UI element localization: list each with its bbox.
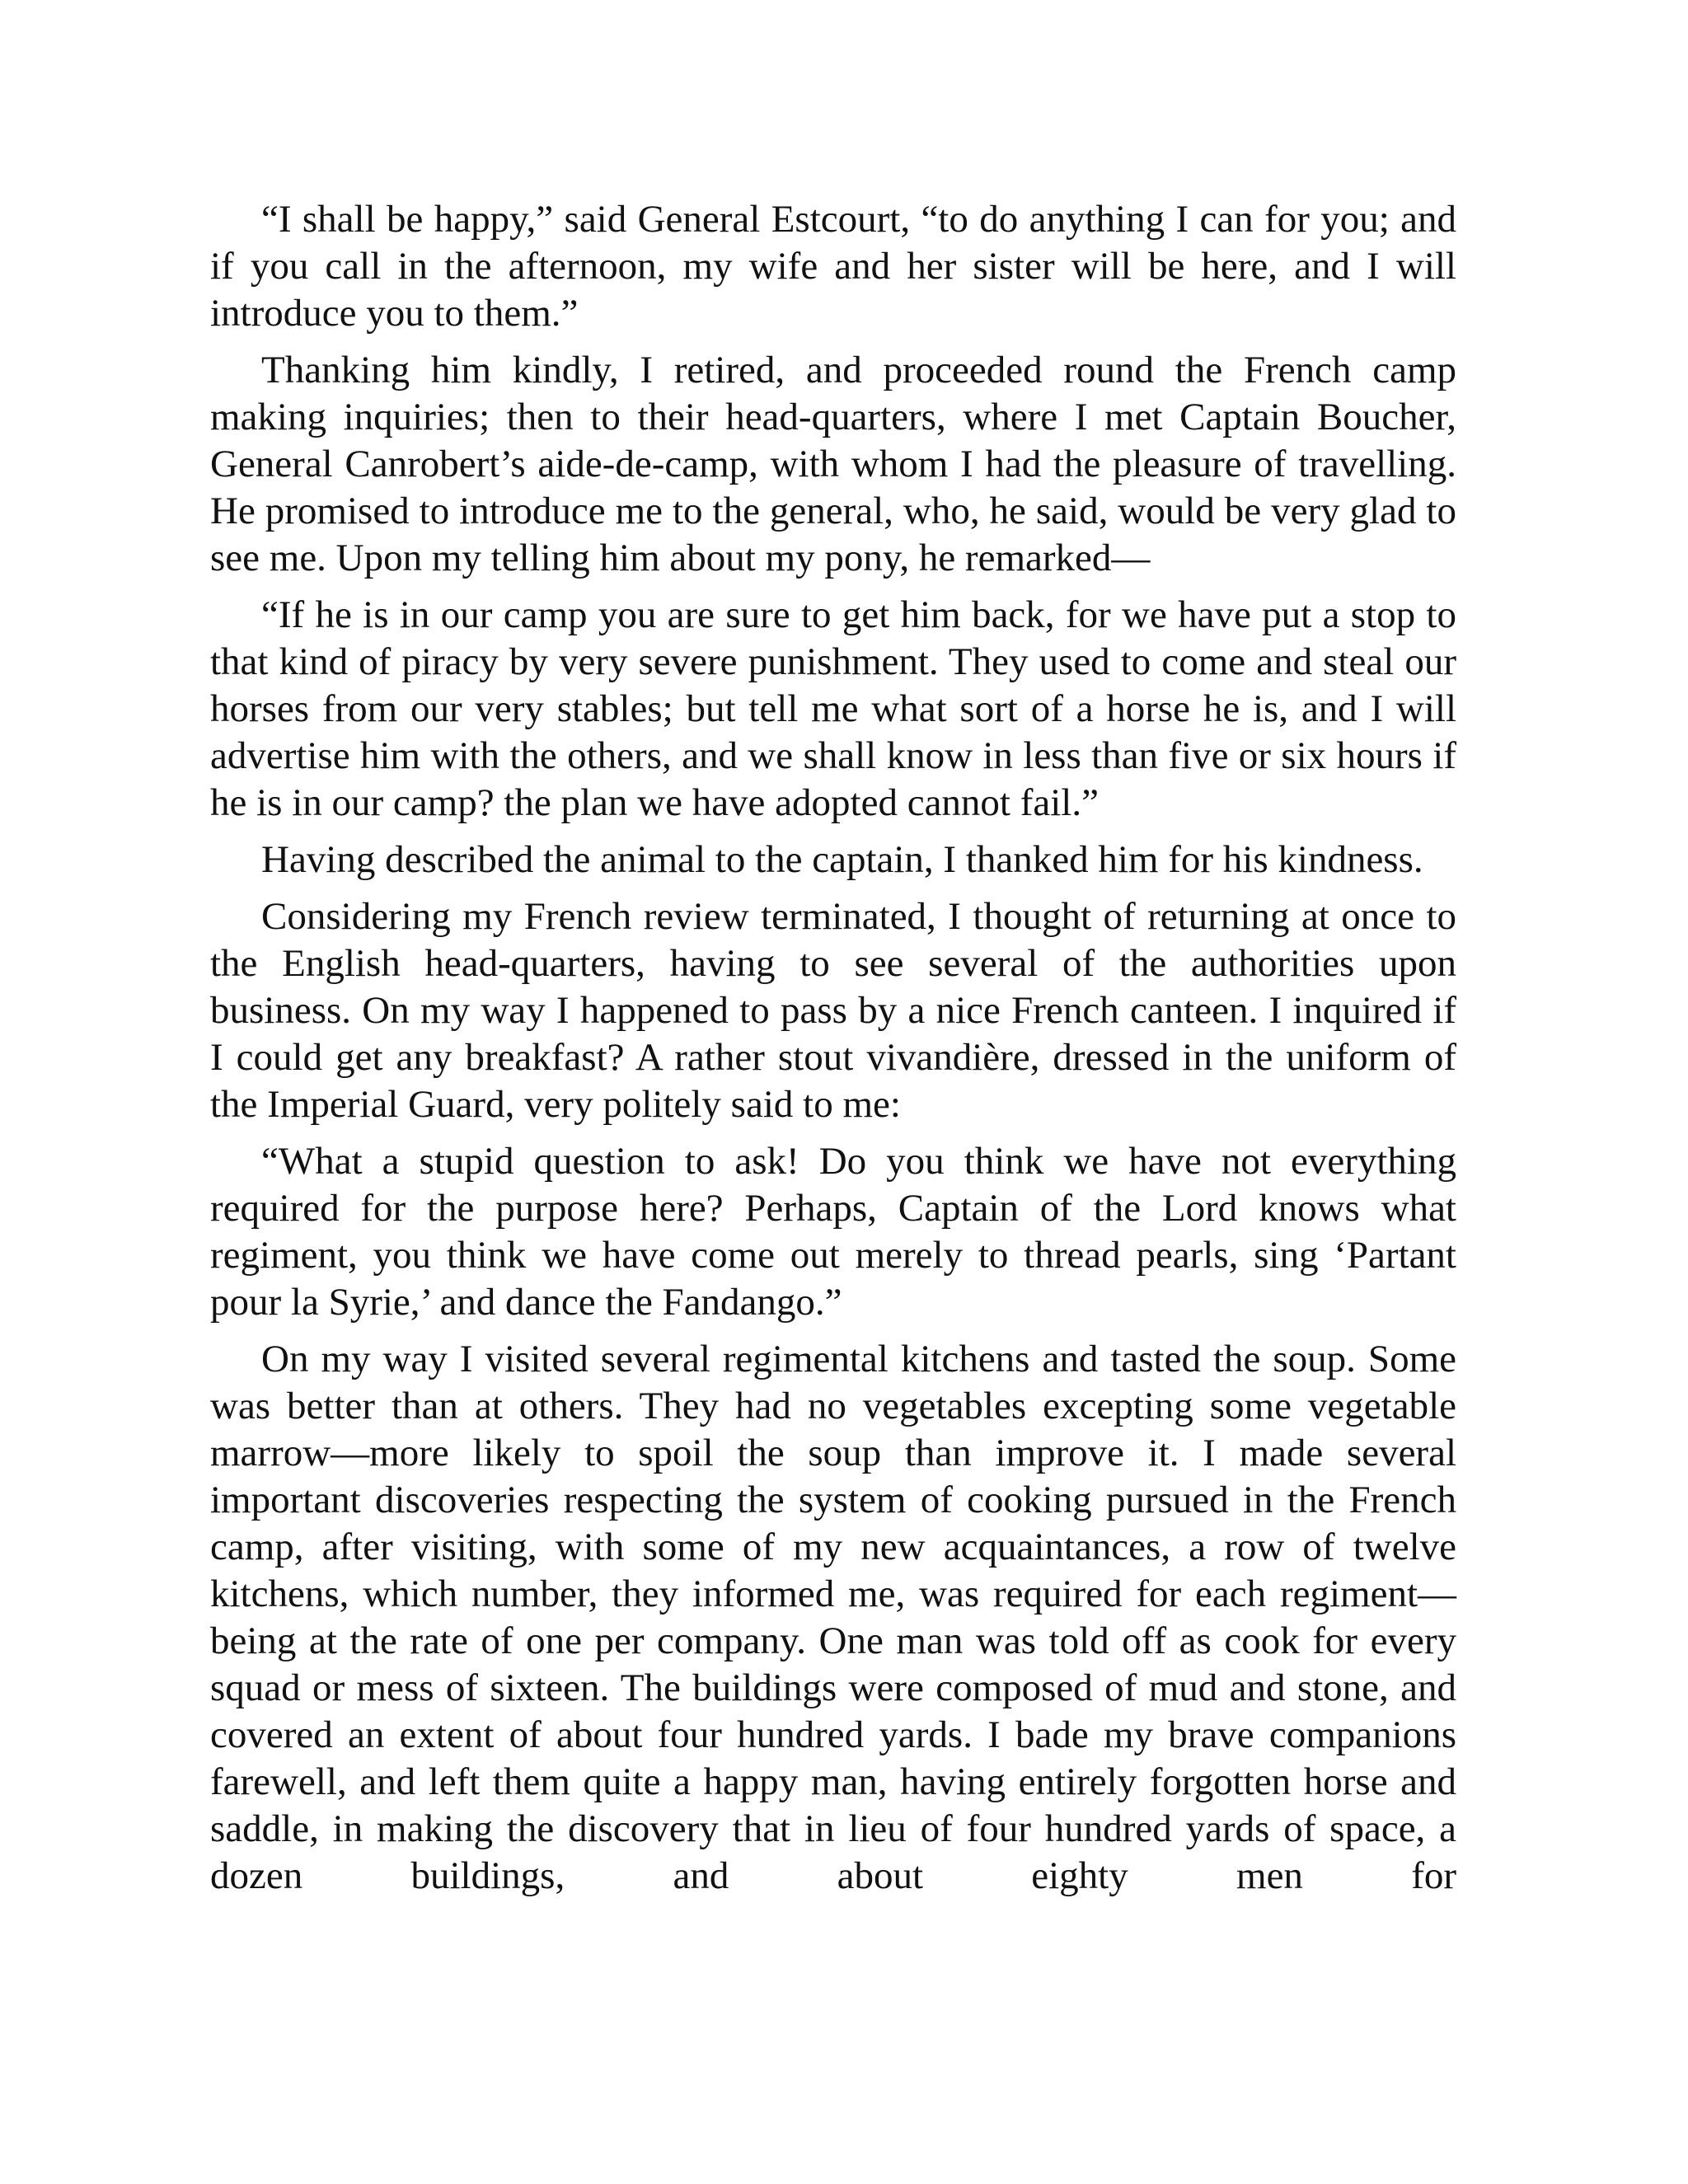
page-body — [210, 196, 1456, 1910]
paragraph-regimental-kitchens: On my way I visited several regimental kitchens and tasted the soup. Some was better than at others. They had no vegetables excepting some vegetable marrow—more likely to spoil the soup than improve it. I made several important discoveries respecting the system of cooking pursued in the French camp, after visiting, with some of my new acquaintances, a row of twelve kitchens, which number, they informed me, was required for each regiment—being at the rate of one per company. One man was told off as cook for every squad or mess of sixteen. The buildings were composed of mud and stone, and covered an extent of about four hundred yards. I bade my brave companions farewell, and left them quite a happy man, having entirely forgotten horse and saddle, in making the discovery that in lieu of four hundred yards of space, a dozen buildings, and about eighty men for — [210, 1338, 1456, 1897]
paragraph-french-camp: Thanking him kindly, I retired, and proceeded round the French camp making inquiries; then to their head-quarters, where I met Captain Boucher, General Canrobert’s aide-de-camp, with whom I had the pleasure of travelling. He promised to introduce me to the general, who, he said, would be very glad to see me. Upon my telling him about my pony, he remarked— — [210, 349, 1456, 579]
paragraph-captain-reply: “If he is in our camp you are sure to get him back, for we have put a stop to that kind of piracy by very severe punishment. They used to come and steal our horses from our very stables; but tell me what sort of a horse he is, and I will advertise him with the others, and we shall know in less than five or six hours if he is in our camp? the plan we have adopted cannot fail.” — [210, 593, 1456, 824]
paragraph-described-animal: Having described the animal to the captain, I thanked him for his kindness. — [261, 838, 1423, 881]
paragraph-estcourt-reply: “I shall be happy,” said General Estcourt, “to do anything I can for you; and if you call in the afternoon, my wife and her sister will be here, and I will introduce you to them.” — [210, 198, 1456, 335]
paragraph-vivandiere-reply: “What a stupid question to ask! Do you think we have not everything required for the purpose here? Perhaps, Captain of the Lord knows what regiment, you think we have come out merely to thread pearls, sing ‘Partant pour la Syrie,’ and dance the Fandango.” — [210, 1140, 1456, 1324]
paragraph-review-terminated: Considering my French review terminated, I thought of returning at once to the English head-quarters, having to see several of the authorities upon business. On my way I happened to pass by a nice French canteen. I inquired if I could get any breakfast? A rather stout vivandière, dressed in the uniform of the Imperial Guard, very politely said to me: — [210, 895, 1456, 1126]
